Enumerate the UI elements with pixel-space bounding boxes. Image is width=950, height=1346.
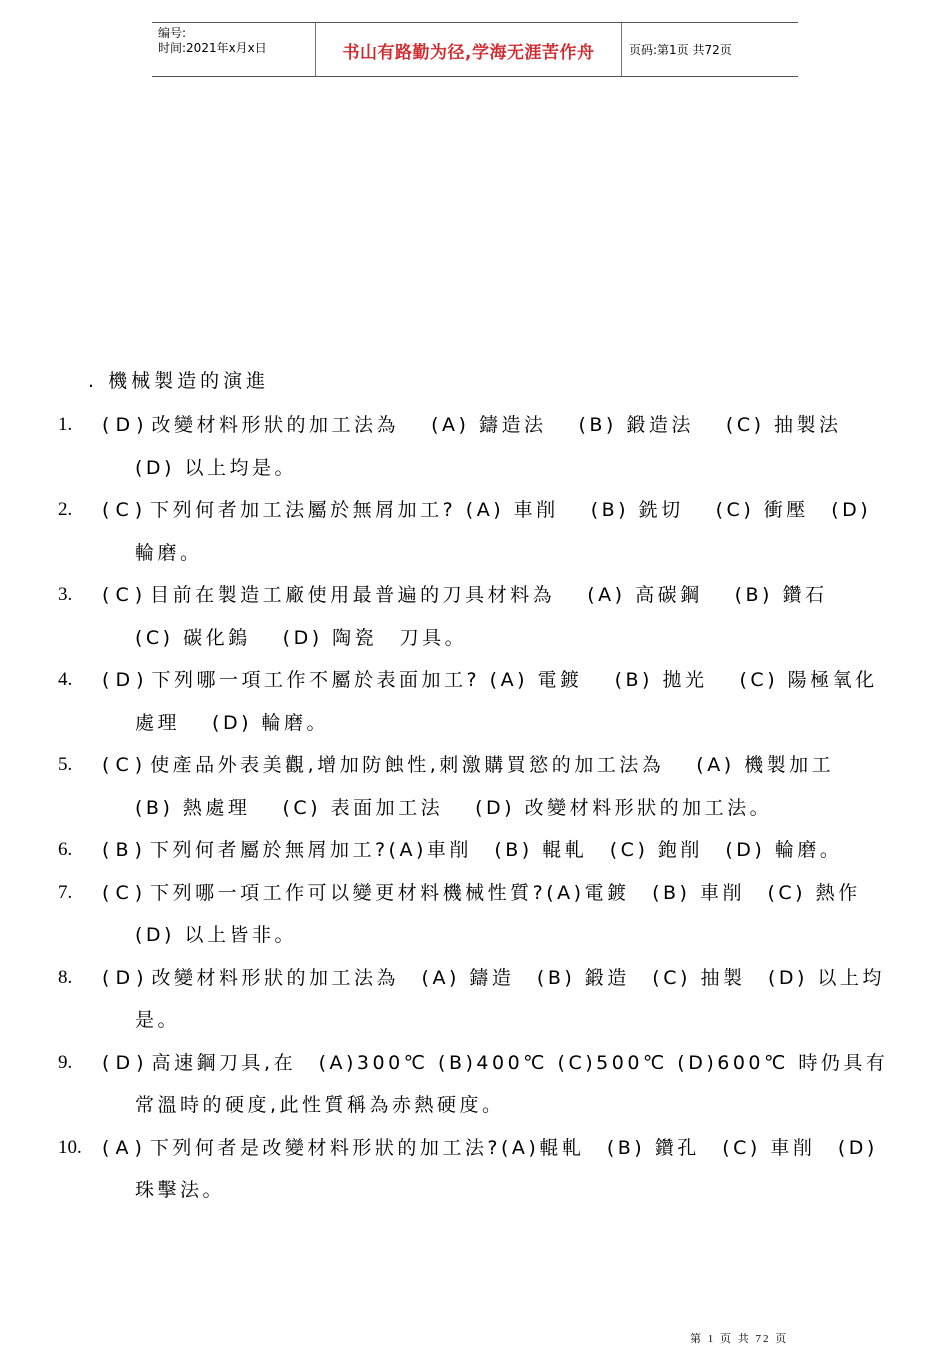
header-page-info: 页码:第1页 共72页 [629,43,732,57]
question-text: 下列何者加工法屬於無屑加工? (A) 車削 (B) 銑切 (C) 衝壓 (D) 輪磨。 [135,499,872,564]
question-text: 改變材料形狀的加工法為 (A) 鑄造 (B) 鍛造 (C) 抽製 (D) 以上均是。 [135,966,885,1031]
question-text: 下列哪一項工作不屬於表面加工? (A) 電鍍 (B) 拋光 (C) 陽極氧化處理 (D) 輪磨。 [135,669,878,734]
question-number: 5. [58,754,73,775]
question-number: 2. [58,499,73,520]
question-item [58,957,894,1042]
page-header [152,22,798,77]
question-number: 8. [58,966,73,988]
section-title: . 機械製造的演進 [88,370,270,392]
question-text: 使產品外表美觀,增加防蝕性,刺激購買慾的加工法為 (A) 機製加工 (B) 熱處理 (C) 表面加工法 (D) 改變材料形狀的加工法。 [135,754,867,819]
question-number: 3. [58,584,73,605]
question-item [58,574,894,659]
question-number: 1. [58,414,73,435]
question-item [58,659,894,744]
question-item [58,1127,894,1212]
question-number: 4. [58,669,73,690]
question-number: 9. [58,1051,73,1073]
code-label: 编号: [158,26,187,40]
question-text: 高速鋼刀具,在 (A)300℃ (B)400℃ (C)500℃ (D)600℃ 時仍具有常溫時的硬度,此性質稱為赤熱硬度。 [135,1051,889,1116]
question-answer: ( C ) [102,584,143,606]
question-answer: ( D ) [102,414,144,436]
question-answer: ( D ) [102,966,144,989]
question-answer: ( B ) [102,839,142,861]
question-item [58,829,894,872]
question-text: 目前在製造工廠使用最普遍的刀具材料為 (A) 高碳鋼 (B) 鑽石 (C) 碳化鎢 (D) 陶瓷 刀具。 [135,584,860,649]
question-answer: ( C ) [102,499,143,521]
question-number: 10. [58,1136,82,1158]
question-item [58,489,894,574]
question-item [58,404,894,489]
question-answer: ( C ) [102,754,143,776]
question-number: 6. [58,839,73,860]
question-item [58,1042,894,1127]
question-item [58,872,894,957]
question-text: 下列何者屬於無屑加工?(A)車削 (B) 輥軋 (C) 鉋削 (D) 輪磨。 [149,839,843,861]
question-answer: ( C ) [102,881,143,904]
header-meta [152,23,316,76]
question-text: 改變材料形狀的加工法為 (A) 鑄造法 (B) 鍛造法 (C) 抽製法 (D) 以上均是。 [135,414,874,479]
page-footer: 第 1 页 共 72 页 [690,1333,789,1345]
question-text: 下列何者是改變材料形狀的加工法?(A)輥軋 (B) 鑽孔 (C) 車削 (D) 珠擊法。 [135,1136,878,1201]
question-answer: ( D ) [102,669,144,691]
question-answer: ( A ) [102,1136,142,1159]
question-answer: ( D ) [102,1051,144,1074]
question-list [58,404,894,1212]
header-motto: 书山有路勤为径,学海无涯苦作舟 [316,23,622,76]
time-label: 时间:2021年x月x日 [158,41,267,55]
question-text: 下列哪一項工作可以變更材料機械性質?(A)電鍍 (B) 車削 (C) 熱作 (D) 以上皆非。 [135,881,884,946]
question-item [58,744,894,829]
question-number: 7. [58,881,73,903]
